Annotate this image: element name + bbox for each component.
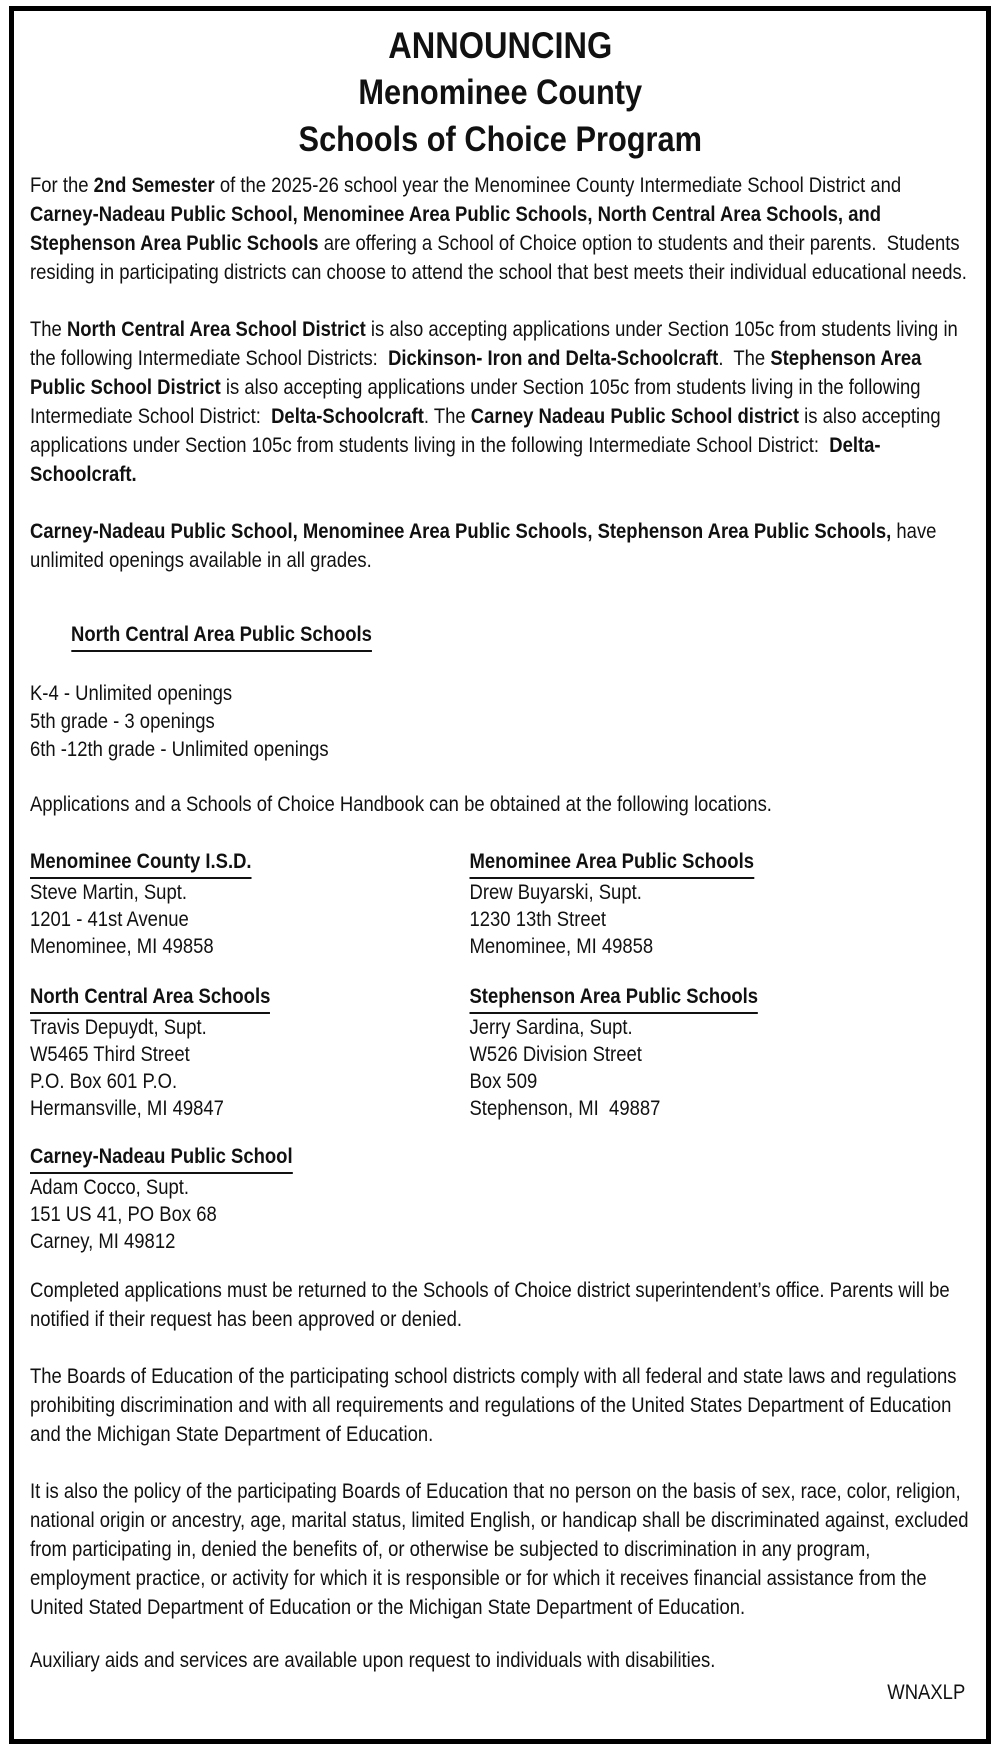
- location-superintendent: Adam Cocco, Supt.: [30, 1176, 190, 1199]
- ad-title-announcing: ANNOUNCING: [388, 25, 613, 66]
- location-menominee-area-public-schools: [470, 847, 971, 960]
- location-city: Menominee, MI 49858: [469, 935, 654, 958]
- location-street: 1201 - 41st Avenue: [30, 908, 189, 931]
- openings-item-k4: K-4 - Unlimited openings: [30, 682, 233, 705]
- wnaxlp-tag: WNAXLP: [887, 1681, 966, 1704]
- location-superintendent: Steve Martin, Supt.: [30, 881, 187, 904]
- ad-content: [30, 22, 974, 1707]
- location-heading: North Central Area Schools: [30, 982, 270, 1014]
- text-run: are offering a School of Choice option to students and their parents. Students residing in participating districts can choose to attend the school that best meets their individual educational needs.: [30, 232, 967, 284]
- bold-text-run: Dickinson- Iron and Delta-Schoolcraft: [388, 347, 719, 370]
- openings-item-5th: 5th grade - 3 openings: [30, 710, 215, 733]
- boards-compliance-paragraph: The Boards of Education of the participating school districts comply with all federal and state laws and regulations prohibiting discrimination and with all requirements and regulations of the United States Department of Education and the Michigan State Department of Education.: [30, 1365, 962, 1446]
- location-stephenson-area-public-schools: [470, 982, 971, 1122]
- text-run: have unlimited openings available in all grades.: [30, 520, 942, 572]
- north-central-openings-block: [30, 593, 971, 764]
- text-run: . The: [423, 405, 471, 428]
- openings-heading: North Central Area Public Schools: [71, 621, 372, 652]
- location-po-box: P.O. Box 601 P.O.: [30, 1070, 178, 1093]
- location-superintendent: Drew Buyarski, Supt.: [469, 881, 642, 904]
- location-carney-nadeau-public-school: [30, 1142, 470, 1255]
- locations-row-1: [30, 847, 971, 960]
- unlimited-openings-paragraph: [30, 517, 971, 575]
- ad-title-program: Schools of Choice Program: [298, 120, 702, 159]
- location-heading: Menominee County I.S.D.: [30, 847, 252, 879]
- bold-text-run: Carney-Nadeau Public School, Menominee Area Public Schools, North Central Area Schools, and Stephenson Area Public Schools: [30, 203, 887, 255]
- location-po-box: Box 509: [469, 1070, 538, 1093]
- bold-text-run: Carney-Nadeau Public School, Menominee Area Public Schools, Stephenson Area Public Schools,: [30, 520, 892, 543]
- bold-text-run: 2nd Semester: [93, 174, 215, 197]
- auxiliary-aids-paragraph: Auxiliary aids and services are available upon request to individuals with disabilities.: [30, 1649, 716, 1672]
- text-run: of the 2025-26 school year the Menominee County Intermediate School District and: [214, 174, 907, 197]
- section-105c-paragraph: [30, 315, 971, 489]
- location-city: Carney, MI 49812: [30, 1230, 176, 1253]
- intro-paragraph: [30, 171, 971, 287]
- location-street: 151 US 41, PO Box 68: [30, 1203, 217, 1226]
- location-superintendent: Travis Depuydt, Supt.: [30, 1016, 207, 1039]
- bold-text-run: Delta-Schoolcraft: [271, 405, 424, 428]
- locations-row-2: [30, 982, 971, 1122]
- ad-title-county: Menominee County: [358, 73, 643, 112]
- location-street: 1230 13th Street: [469, 908, 607, 931]
- text-run: For the: [30, 174, 94, 197]
- location-city: Menominee, MI 49858: [30, 935, 214, 958]
- openings-item-6th-12th: 6th -12th grade - Unlimited openings: [30, 738, 329, 761]
- location-superintendent: Jerry Sardina, Supt.: [469, 1016, 633, 1039]
- text-run: is also accepting applications under Section 105c from students living in the following Intermediate School District:: [30, 405, 946, 457]
- nondiscrimination-policy-paragraph: It is also the policy of the participating Boards of Education that no person on the basis of sex, race, color, religion, national origin or ancestry, age, marital status, limited English, or handicap shall be discriminated against, excluded from participating in, denied the benefits of, or otherwise be subjected to discrimination in any program, employment practice, or activity for which it is responsible or for which it receives financial assistance from the United Stated Department of Education or the Michigan State Department of Education.: [30, 1480, 974, 1619]
- bold-text-run: North Central Area School District: [66, 318, 366, 341]
- text-run: The: [30, 318, 67, 341]
- text-run: is also accepting applications under Section 105c from students living in the following Intermediate School Districts:: [30, 318, 963, 370]
- location-heading: Carney-Nadeau Public School: [30, 1142, 293, 1174]
- location-heading: Menominee Area Public Schools: [470, 847, 754, 879]
- location-city: Hermansville, MI 49847: [30, 1097, 224, 1120]
- location-street: W526 Division Street: [469, 1043, 642, 1066]
- completed-applications-paragraph: Completed applications must be returned to the Schools of Choice district superintendent’s office. Parents will be notified if their request has been approved or denied.: [30, 1279, 955, 1331]
- location-menominee-county-isd: [30, 847, 470, 960]
- bold-text-run: Delta-Schoolcraft.: [30, 434, 881, 486]
- location-street: W5465 Third Street: [30, 1043, 190, 1066]
- location-city: Stephenson, MI 49887: [469, 1097, 661, 1120]
- text-run: is also accepting applications under Section 105c from students living in the following Intermediate School District:: [30, 376, 926, 428]
- bold-text-run: Stephenson Area Public School District: [30, 347, 927, 399]
- text-run: . The: [718, 347, 771, 370]
- applications-note: Applications and a Schools of Choice Handbook can be obtained at the following locations.: [30, 793, 772, 816]
- locations-row-3: [30, 1142, 971, 1255]
- bold-text-run: Carney Nadeau Public School district: [470, 405, 800, 428]
- location-north-central-area-schools: [30, 982, 470, 1122]
- location-heading: Stephenson Area Public Schools: [470, 982, 759, 1014]
